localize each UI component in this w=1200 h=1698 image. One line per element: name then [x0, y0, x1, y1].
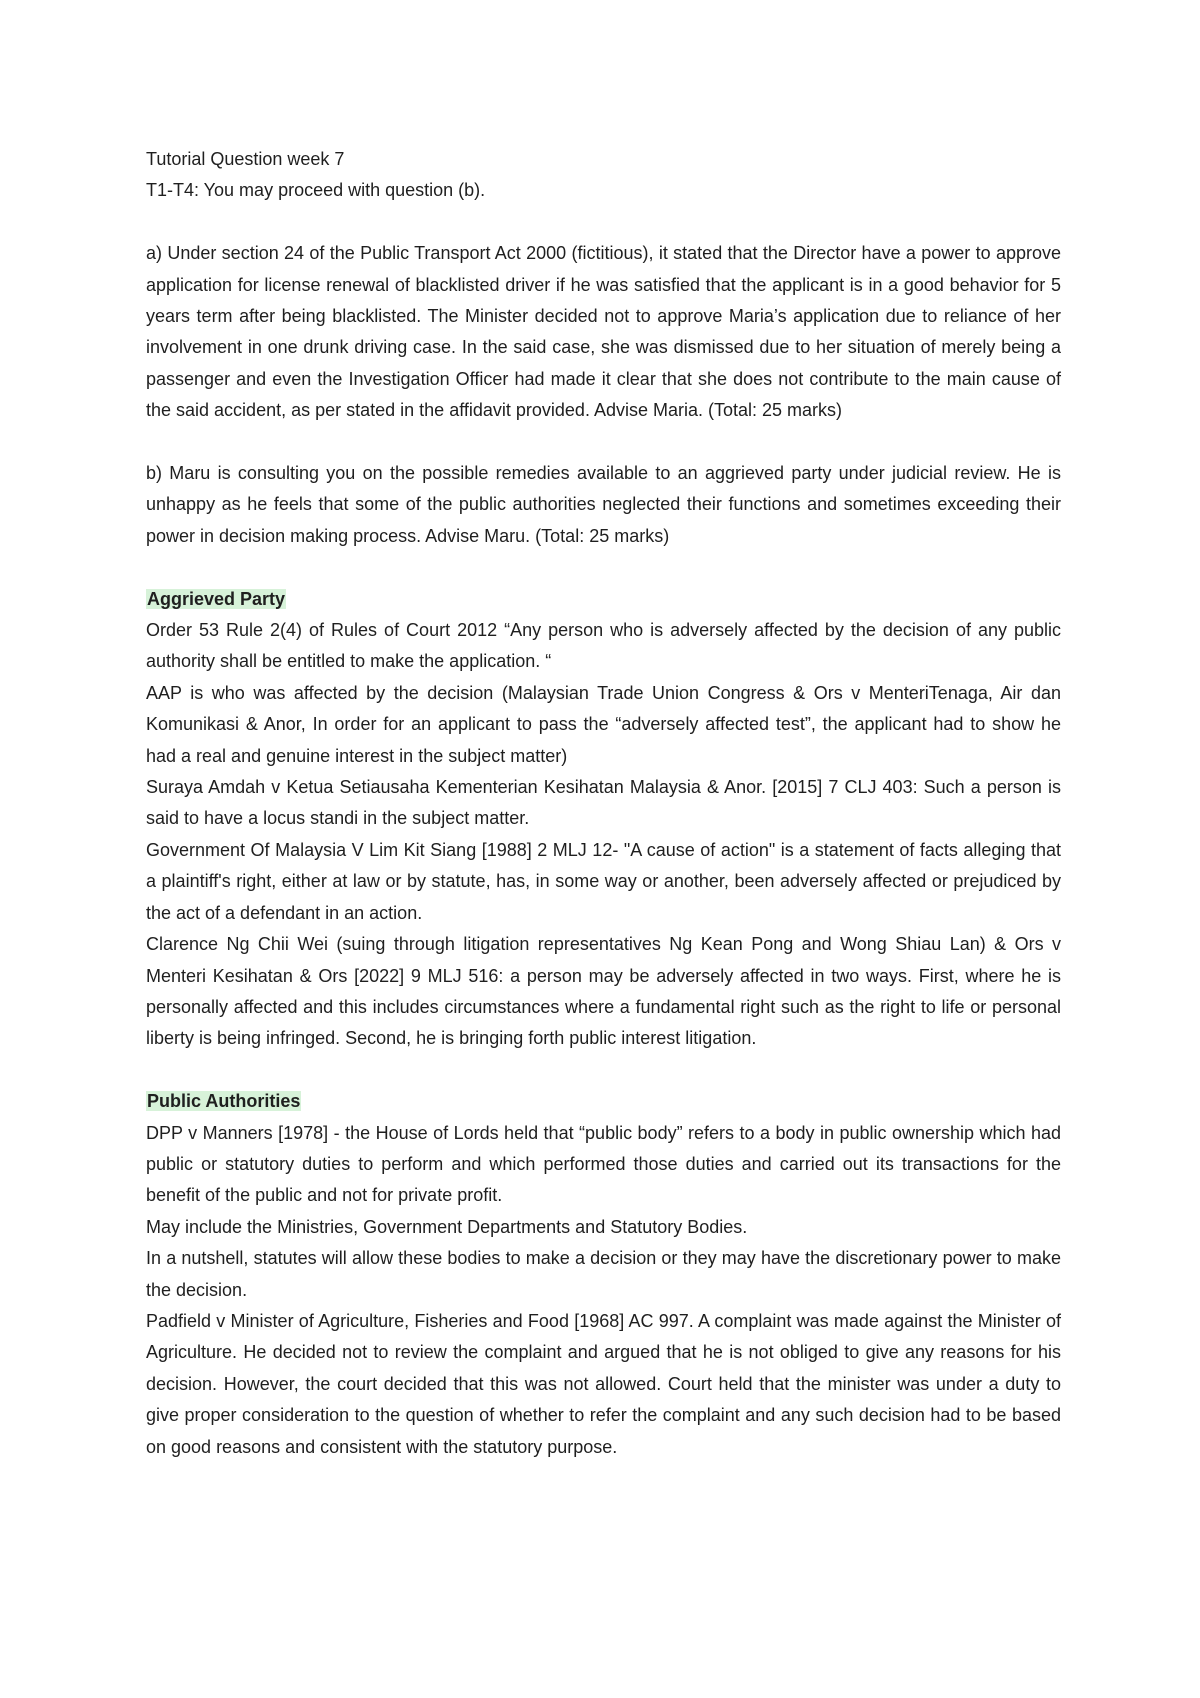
section-heading-aggrieved [146, 584, 1061, 615]
public-paragraph: In a nutshell, statutes will allow these bodies to make a decision or they may have the discretionary power to make the decision. [146, 1248, 1061, 1300]
question-a: a) Under section 24 of the Public Transport Act 2000 (fictitious), it stated that the Director have a power to approve application for license renewal of blacklisted driver if he was satisfied that the applicant is in a good behavior for 5 years term after being blacklisted. The Minister decided not to approve Maria’s application due to reliance of her involvement in one drunk driving case. In the said case, she was dismissed due to her situation of merely being a passenger and even the Investigation Officer had made it clear that she does not contribute to the main cause of the said accident, as per stated in the affidavit provided. Advise Maria. (Total: 25 marks) [146, 243, 1061, 421]
aggrieved-paragraph: Order 53 Rule 2(4) of Rules of Court 2012 “Any person who is adversely affected by the decision of any public authority shall be entitled to make the application. “ [146, 620, 1061, 672]
question-b: b) Maru is consulting you on the possible remedies available to an aggrieved party under judicial review. He is unhappy as he feels that some of the public authorities neglected their functions and sometimes exceeding their power in decision making process. Advise Maru. (Total: 25 marks) [146, 463, 1061, 546]
instruction-line: T1-T4: You may proceed with question (b). [146, 180, 486, 201]
aggrieved-paragraph: Suraya Amdah v Ketua Setiausaha Kementerian Kesihatan Malaysia & Anor. [2015] 7 CLJ 403: Such a person is said to have a locus standi in the subject matter. [146, 777, 1061, 829]
public-paragraph: DPP v Manners [1978] - the House of Lords held that “public body” refers to a body in public ownership which had public or statutory duties to perform and which performed those duties and carried out its transactions for the benefit of the public and not for private profit. [146, 1122, 1061, 1206]
public-authorities-heading: Public Authorities [147, 1091, 301, 1112]
spacer [146, 207, 1061, 238]
aggrieved-party-heading: Aggrieved Party [147, 588, 286, 609]
section-heading-public [146, 1086, 1061, 1117]
spacer [146, 427, 1061, 458]
public-paragraph: May include the Ministries, Government Departments and Statutory Bodies. [146, 1216, 748, 1237]
aggrieved-paragraph: Clarence Ng Chii Wei (suing through litigation representatives Ng Kean Pong and Wong Shiau Lan) & Ors v Menteri Kesihatan & Ors [2022] 9 MLJ 516: a person may be adversely affected in two ways. First, where he is personally affected and this includes circumstances where a fundamental right such as the right to life or personal liberty is being infringed. Second, he is bringing forth public interest litigation. [146, 934, 1061, 1049]
document-title: Tutorial Question week 7 [146, 149, 345, 169]
document-body [146, 144, 1061, 1463]
aggrieved-paragraph: AAP is who was affected by the decision (Malaysian Trade Union Congress & Ors v MenteriTenaga, Air dan Komunikasi & Anor, In order for an applicant to pass the “adversely affected test”, the applicant had to show he had a real and genuine interest in the subject matter) [146, 682, 1061, 766]
aggrieved-paragraph: Government Of Malaysia V Lim Kit Siang [1988] 2 MLJ 12- "A cause of action" is a statement of facts alleging that a plaintiff's right, either at law or by statute, has, in some way or another, been adversely affected or prejudiced by the act of a defendant in an action. [146, 839, 1061, 923]
public-paragraph: Padfield v Minister of Agriculture, Fisheries and Food [1968] AC 997. A complaint was made against the Minister of Agriculture. He decided not to review the complaint and argued that he is not obliged to give any reasons for his decision. However, the court decided that this was not allowed. Court held that the minister was under a duty to give proper consideration to the question of whether to refer the complaint and any such decision had to be based on good reasons and consistent with the statutory purpose. [146, 1310, 1061, 1457]
spacer [146, 552, 1061, 583]
spacer [146, 1055, 1061, 1086]
